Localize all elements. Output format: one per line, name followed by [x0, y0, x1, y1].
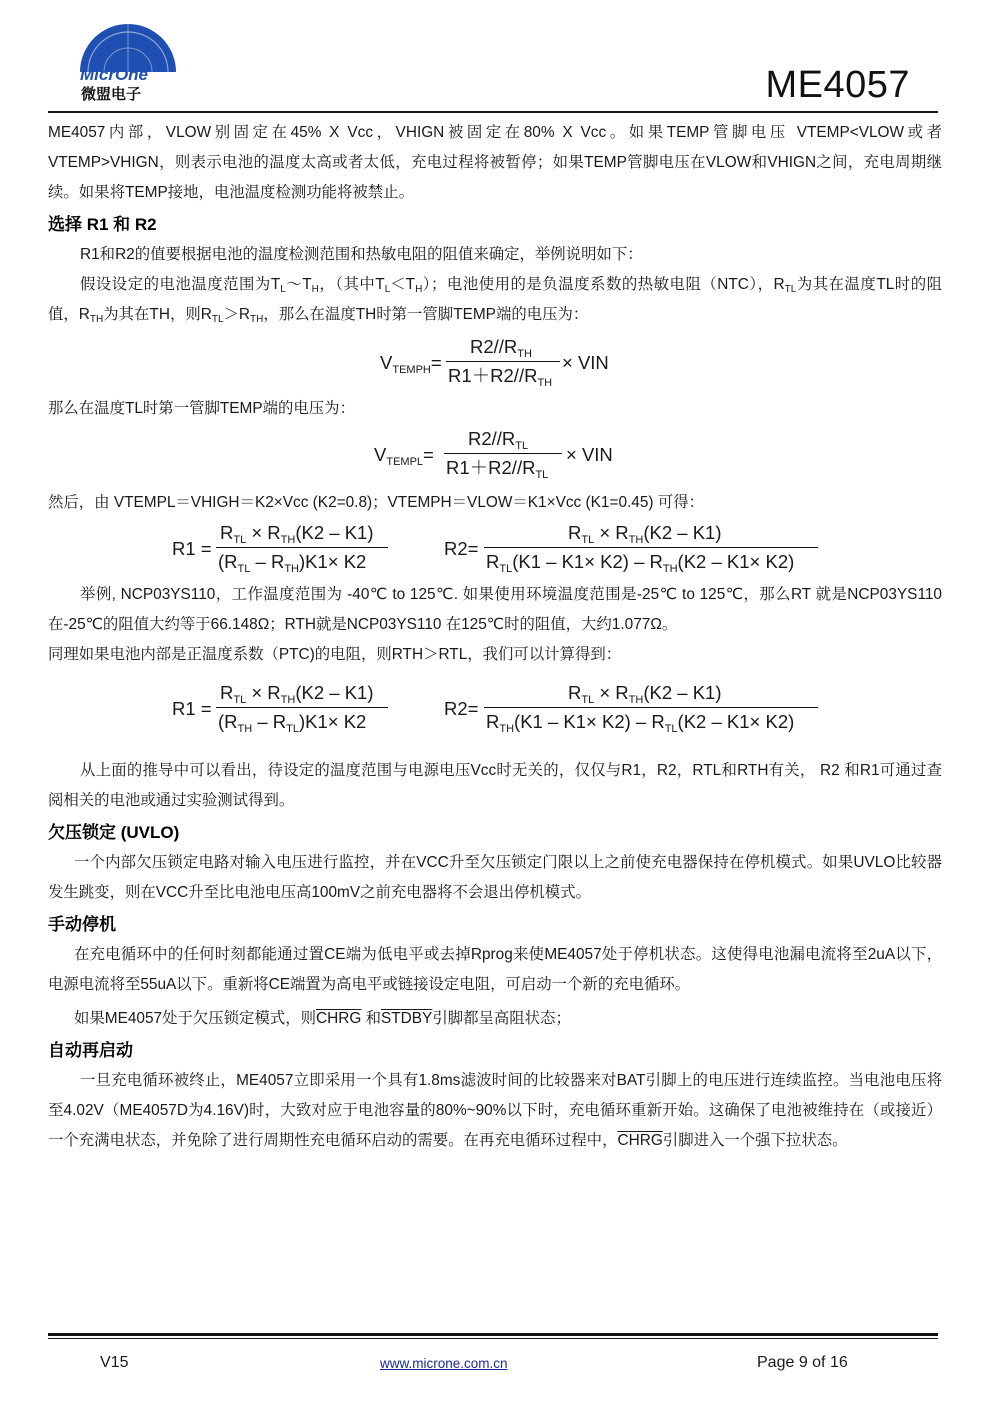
paragraph-r1-r2-intro: R1和R2的值要根据电池的温度检测范围和热敏电阻的阻值来确定，举例说明如下：	[80, 246, 643, 263]
logo-text-cn: 微盟电子	[81, 85, 142, 103]
heading-select-r1-r2: 选择 R1 和 R2	[48, 215, 157, 234]
logo-text-en: MicrOne	[80, 65, 149, 84]
paragraph-ptc-intro: 同理如果电池内部是正温度系数（PTC)的电阻，则RTH＞RTL，我们可以计算得到：	[48, 646, 622, 663]
document-title: ME4057	[765, 64, 910, 106]
paragraph-uvlo-pins: 如果ME4057处于欠压锁定模式，则CHRG 和STDBY引脚都呈高阻状态；	[74, 1010, 571, 1027]
paragraph-then-k1-k2: 然后，由 VTEMPL＝VHIGH＝K2×Vcc (K2=0.8)；VTEMPH＝VLOW＝K1×Vcc (K1=0.45) 可得：	[48, 494, 704, 511]
paragraph-uvlo: 一个内部欠压锁定电路对输入电压进行监控，并在VCC升至欠压锁定门限以上之前使充电器保持在停机模式。如果UVLO比较器发生跳变，则在VCC升至比电池电压高100mV之前充电器将不会退出停机模式。	[48, 854, 942, 901]
heading-manual-shutdown: 手动停机	[48, 915, 116, 934]
footer-rule-thick	[48, 1333, 938, 1336]
stdby-pin-label: STDBY	[381, 1010, 433, 1027]
microne-logo	[74, 14, 184, 106]
equation-vtempl: $V_{TEMPL}=$ $R2//R_{TL}$ $R1+R2//R_{TL}$ × VIN	[374, 428, 613, 481]
footer-rule-thin	[48, 1338, 938, 1339]
heading-auto-restart: 自动再启动	[48, 1041, 133, 1060]
chrg-pin-label: CHRG	[316, 1010, 362, 1027]
main-content	[48, 118, 942, 1156]
paragraph-vtempl-intro: 那么在温度TL时第一管脚TEMP端的电压为：	[48, 400, 355, 417]
equation-r1-r2-ptc: R1 = $R_{TL} \times R_{TH}(K2 - K1)$ $(R_{TH} - R_{TL})K1\times K2$ R2= $R_{TL} \times R_{TH}(K2 - K1)$ $R_{TH}(K1 - K1\times K2) - R_{TL}(K2 - K1\times K2)$	[48, 670, 942, 750]
paragraph-ntc-assumption: 假设设定的电池温度范围为$T_L\sim T_H$，（其中$T_L<T_H$）；电池使用的是负温度系数的热敏电阻（NTC），$R_{TL}$为其在温度TL时的阻值，$R_{TH}$为其在TH，则$R_{TL}>R_{TH}$，那么在温度TH时第一管脚TEMP端的电压为：	[48, 276, 943, 325]
paragraph-temp-range: ME4057内部，VLOW别固定在45% X Vcc，VHIGN被固定在80% X Vcc。如果TEMP管脚电压 VTEMP<VLOW或者VTEMP>VHIGN，则表示电池的温度太高或者太低，充电过程将被暂停；如果TEMP管脚电压在VLOW和VHIGN之间，充电周期继续。如果将TEMP接地，电池温度检测功能将被禁止。	[48, 124, 942, 201]
paragraph-manual-shutdown: 在充电循环中的任何时刻都能通过置CE端为低电平或去掉Rprog来使ME4057处于停机状态。这使得电池漏电流将至2uA以下，电源电流将至55uA以下。重新将CE端置为高电平或链接设定电阻，可启动一个新的充电循环。	[48, 946, 942, 993]
paragraph-auto-restart: 一旦充电循环被终止，ME4057立即采用一个具有1.8ms滤波时间的比较器来对BAT引脚上的电压进行连续监控。当电池电压将至4.02V（ME4057D为4.16V)时，大致对应于电池容量的80%~90%以下时，充电循环重新开始。这确保了电池被维持在（或接近）一个充满电状态，并免除了进行周期性充电循环启动的需要。在再充电循环过程中，CHRG引脚进入一个强下拉状态。	[48, 1072, 942, 1149]
footer-version: V15	[100, 1354, 129, 1371]
heading-uvlo: 欠压锁定 (UVLO)	[48, 823, 180, 842]
footer-url-link[interactable]: www.microne.com.cn	[380, 1356, 508, 1371]
paragraph-derivation-summary: 从上面的推导中可以看出，待设定的温度范围与电源电压Vcc时无关的，仅仅与R1，R2，RTL和RTH有关， R2 和R1可通过查阅相关的电池或通过实验测试得到。	[48, 762, 942, 809]
paragraph-ncp03-example: 举例, NCP03YS110，工作温度范围为 -40℃ to 125℃. 如果使用环境温度范围是-25℃ to 125℃，那么RT 就是NCP03YS110在-25℃的阻值大约等于66.148Ω；RTH就是NCP03YS110 在125℃时的阻值，大约1.077Ω。	[48, 586, 942, 633]
equation-r1-r2-ntc: R1 = $R_{TL} \times R_{TH}(K2 - K1)$ $(R_{TL} - R_{TH})K1\times K2$ R2= $R_{TL} \times R_{TH}(K2 - K1)$ $R_{TL}(K1 - K1\times K2) - R_{TH}(K2 - K1\times K2)$	[48, 518, 942, 580]
header-rule	[48, 111, 938, 113]
footer-page-number: Page 9 of 16	[757, 1354, 848, 1371]
chrg-pin-label: CHRG	[617, 1132, 663, 1149]
equation-vtemph: $V_{TEMPH}=$ $R2//R_{TH}$ $R1+R2//R_{TH}$ × VIN	[380, 336, 609, 389]
